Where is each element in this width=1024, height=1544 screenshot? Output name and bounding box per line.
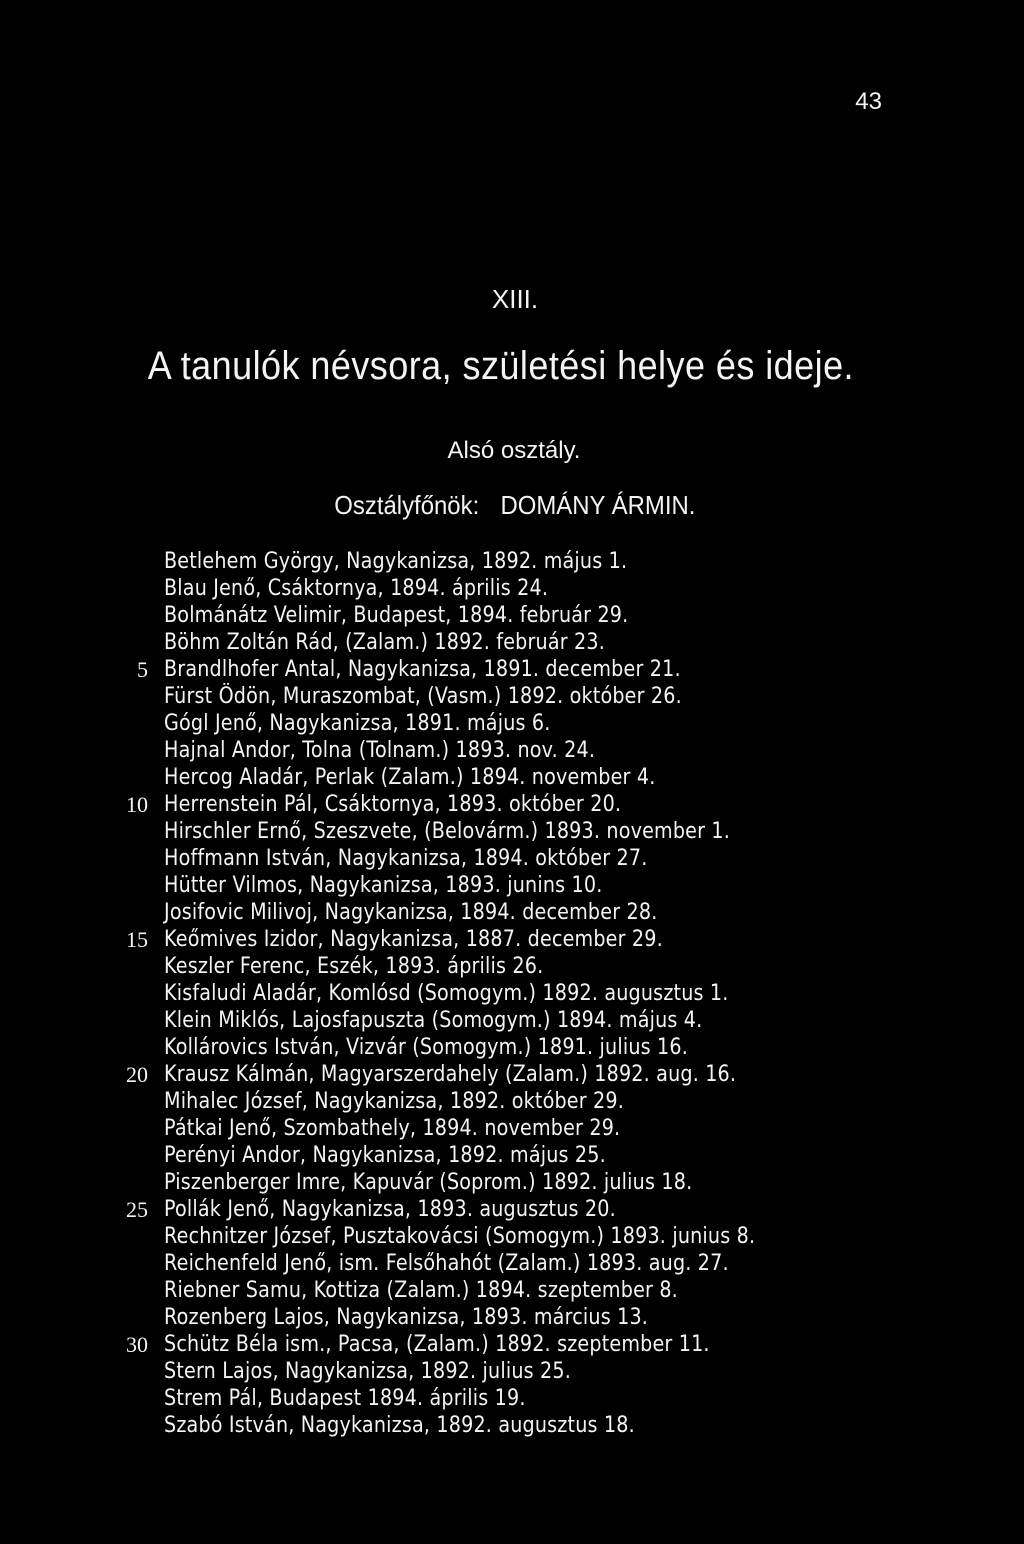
list-item [0,683,1024,710]
list-item [0,1331,1024,1358]
list-item [0,1385,1024,1412]
student-entry: Klein Miklós, Lajosfapuszta (Somogym.) 1894. május 4. [164,1008,703,1033]
student-entry: Hoffmann István, Nagykanizsa, 1894. október 27. [164,846,648,871]
list-item [0,1088,1024,1115]
student-entry: Schütz Béla ism., Pacsa, (Zalam.) 1892. szeptember 11. [164,1332,710,1357]
list-item [0,818,1024,845]
row-number: 25 [126,1197,148,1222]
student-entry: Betlehem György, Nagykanizsa, 1892. május 1. [164,549,628,574]
list-item [0,1007,1024,1034]
student-entry: Fürst Ödön, Muraszombat, (Vasm.) 1892. október 26. [164,684,682,709]
page-title: A tanulók névsora, születési helye és ideje. [147,344,855,388]
list-item [0,1061,1024,1088]
student-entry: Kollárovics István, Vizvár (Somogym.) 1891. julius 16. [164,1035,688,1060]
class-title: Alsó osztály. [447,437,581,464]
head-teacher-line [0,490,1024,521]
list-item [0,1142,1024,1169]
list-item [0,710,1024,737]
student-entry: Keszler Ferenc, Eszék, 1893. április 26. [164,954,544,979]
list-item [0,791,1024,818]
list-item [0,1115,1024,1142]
list-item [0,926,1024,953]
student-entry: Böhm Zoltán Rád, (Zalam.) 1892. február 23. [164,630,605,655]
student-entry: Blau Jenő, Csáktornya, 1894. április 24. [164,576,549,601]
list-item [0,1223,1024,1250]
row-number: 30 [126,1332,148,1357]
list-item [0,1358,1024,1385]
list-item [0,899,1024,926]
section-number: XIII. [491,284,539,314]
list-item [0,656,1024,683]
student-entry: Krausz Kálmán, Magyarszerdahely (Zalam.) 1892. aug. 16. [164,1062,737,1087]
student-entry: Perényi Andor, Nagykanizsa, 1892. május 25. [164,1143,606,1168]
list-item [0,1169,1024,1196]
list-item [0,1250,1024,1277]
student-entry: Riebner Samu, Kottiza (Zalam.) 1894. szeptember 8. [164,1278,678,1303]
student-entry: Pátkai Jenő, Szombathely, 1894. november 29. [164,1116,621,1141]
list-item [0,737,1024,764]
student-list [0,548,1024,1439]
student-entry: Brandlhofer Antal, Nagykanizsa, 1891. december 21. [164,657,681,682]
student-entry: Gógl Jenő, Nagykanizsa, 1891. május 6. [164,711,551,736]
list-item [0,548,1024,575]
list-item [0,1412,1024,1439]
row-number: 10 [126,792,148,817]
page-number: 43 [855,88,882,115]
list-item [0,575,1024,602]
list-item [0,872,1024,899]
list-item [0,1034,1024,1061]
student-entry: Rozenberg Lajos, Nagykanizsa, 1893. március 13. [164,1305,649,1330]
student-entry: Hajnal Andor, Tolna (Tolnam.) 1893. nov. 24. [164,738,596,763]
student-entry: Stern Lajos, Nagykanizsa, 1892. julius 25. [164,1359,571,1384]
student-entry: Strem Pál, Budapest 1894. április 19. [164,1386,526,1411]
student-entry: Hütter Vilmos, Nagykanizsa, 1893. junins 10. [164,873,603,898]
list-item [0,602,1024,629]
list-item [0,1304,1024,1331]
row-number: 5 [137,657,148,682]
student-entry: Piszenberger Imre, Kapuvár (Soprom.) 1892. julius 18. [164,1170,693,1195]
student-entry: Bolmánátz Velimir, Budapest, 1894. február 29. [164,603,629,628]
list-item [0,764,1024,791]
row-number: 15 [126,927,148,952]
list-item [0,980,1024,1007]
student-entry: Mihalec József, Nagykanizsa, 1892. október 29. [164,1089,625,1114]
student-entry: Hercog Aladár, Perlak (Zalam.) 1894. november 4. [164,765,656,790]
student-entry: Keőmives Izidor, Nagykanizsa, 1887. december 29. [164,927,663,952]
student-entry: Hirschler Ernő, Szeszvete, (Belovárm.) 1893. november 1. [164,819,731,844]
list-item [0,953,1024,980]
list-item [0,1277,1024,1304]
student-entry: Herrenstein Pál, Csáktornya, 1893. október 20. [164,792,622,817]
list-item [0,1196,1024,1223]
head-teacher-name: DOMÁNY ÁRMIN. [500,490,696,520]
list-item [0,629,1024,656]
list-item [0,845,1024,872]
student-entry: Josifovic Milivoj, Nagykanizsa, 1894. december 28. [164,900,658,925]
head-teacher-label: Osztályfőnök: [333,490,479,520]
student-entry: Szabó István, Nagykanizsa, 1892. augusztus 18. [164,1413,635,1438]
student-entry: Rechnitzer József, Pusztakovácsi (Somogym.) 1893. junius 8. [164,1224,756,1249]
row-number: 20 [126,1062,148,1087]
student-entry: Kisfaludi Aladár, Komlósd (Somogym.) 1892. augusztus 1. [164,981,729,1006]
student-entry: Reichenfeld Jenő, ism. Felsőhahót (Zalam.) 1893. aug. 27. [164,1251,729,1276]
student-entry: Pollák Jenő, Nagykanizsa, 1893. augusztus 20. [164,1197,616,1222]
